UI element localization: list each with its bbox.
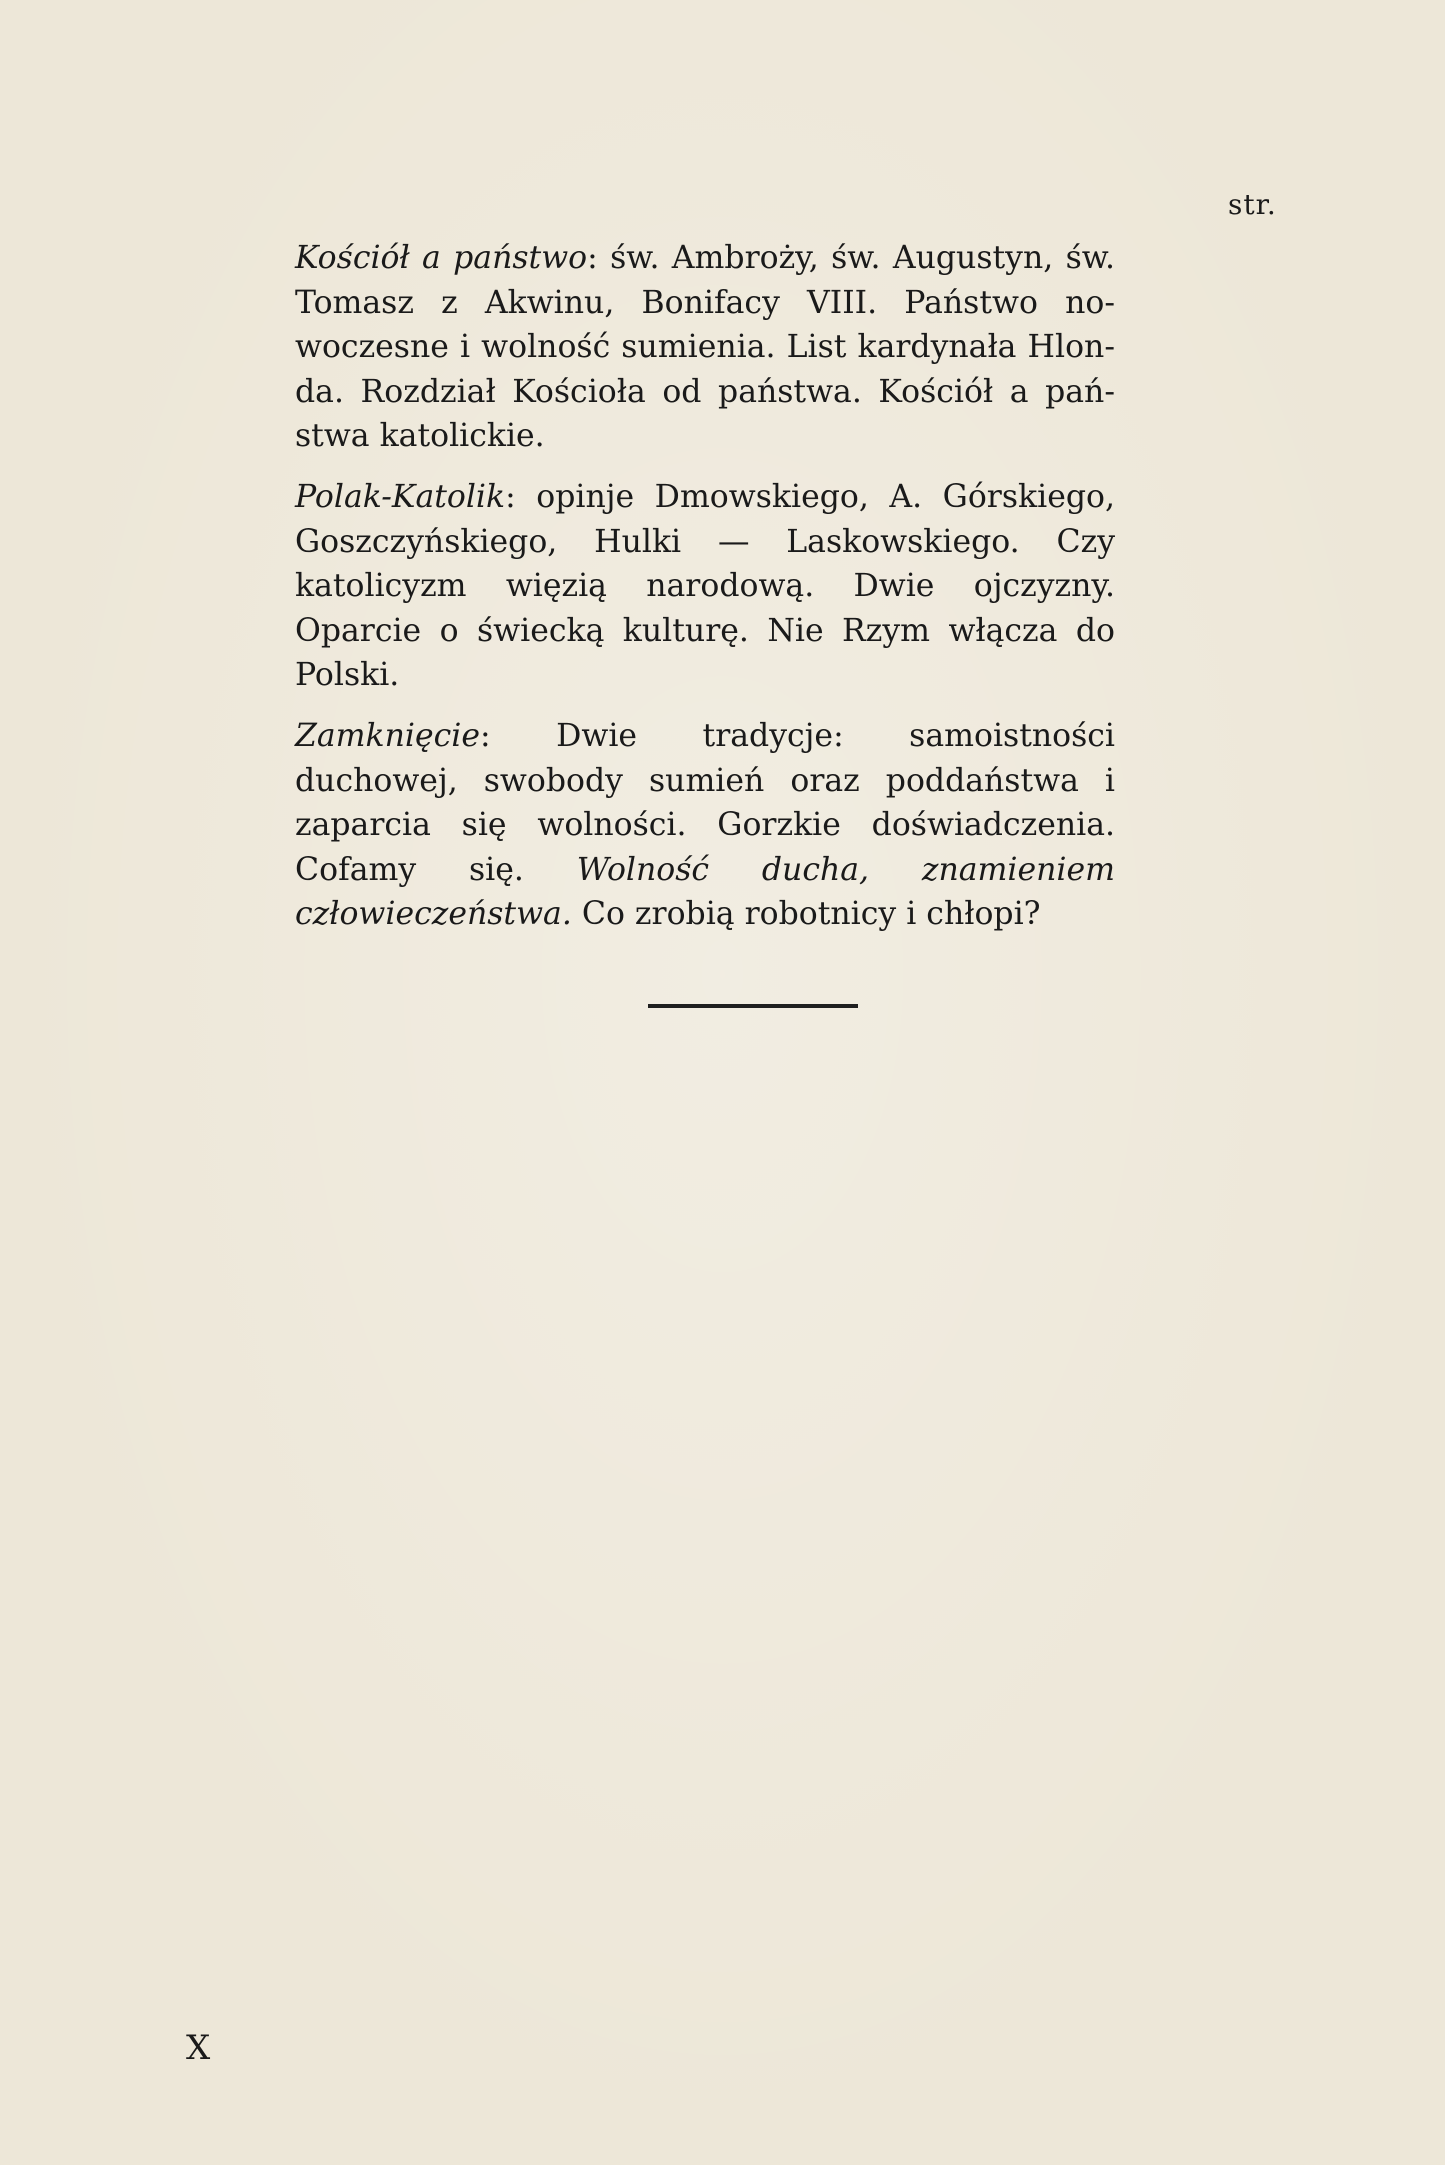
toc-entry-kosciol-a-panstwo — [295, 236, 1115, 459]
entry-text: Dwie tradycje: samoistności duchowej, swobody sumień oraz poddaństwa i zaparcia się wolności. Gorzkie doświadczenia. Cofamy się. — [295, 717, 1115, 888]
table-of-contents-entries — [295, 236, 1115, 953]
toc-entry-polak-katolik — [295, 475, 1115, 698]
entry-text: opinje Dmowskiego, A. Górskiego, Goszczyńskiego, Hulki — Laskowskiego. Czy katolicyzm więzią narodową. Dwie ojczyzny. Oparcie o świecką kulturę. Nie Rzym włącza do Polski. — [295, 478, 1115, 694]
page-number: X — [186, 2028, 212, 2068]
toc-entry-zamkniecie — [295, 714, 1115, 937]
entry-tail-text: Co zrobią robotnicy i chłopi? — [571, 896, 1041, 933]
entry-separator: : — [505, 478, 537, 515]
entry-heading: Zamknięcie — [295, 717, 480, 754]
section-divider-rule — [648, 1004, 858, 1008]
column-label: str. — [1228, 188, 1277, 221]
entry-separator: : — [480, 717, 557, 754]
entry-heading: Polak-Katolik — [295, 478, 506, 515]
entry-italic-text: Wolność ducha, znamieniem człowieczeństwa. — [295, 851, 1115, 933]
entry-heading: Kościół a państwo — [295, 240, 588, 276]
entry-separator: : — [587, 240, 611, 276]
entry-text: św. Ambroży, św. Augustyn, św. Tomasz z Akwinu, Bonifacy VIII. Państwo nowoczesne i wolność sumienia. List kardynała Hlonda. Rozdział Kościoła od państwa. Kościół a państwa katolickie. — [295, 240, 1115, 455]
